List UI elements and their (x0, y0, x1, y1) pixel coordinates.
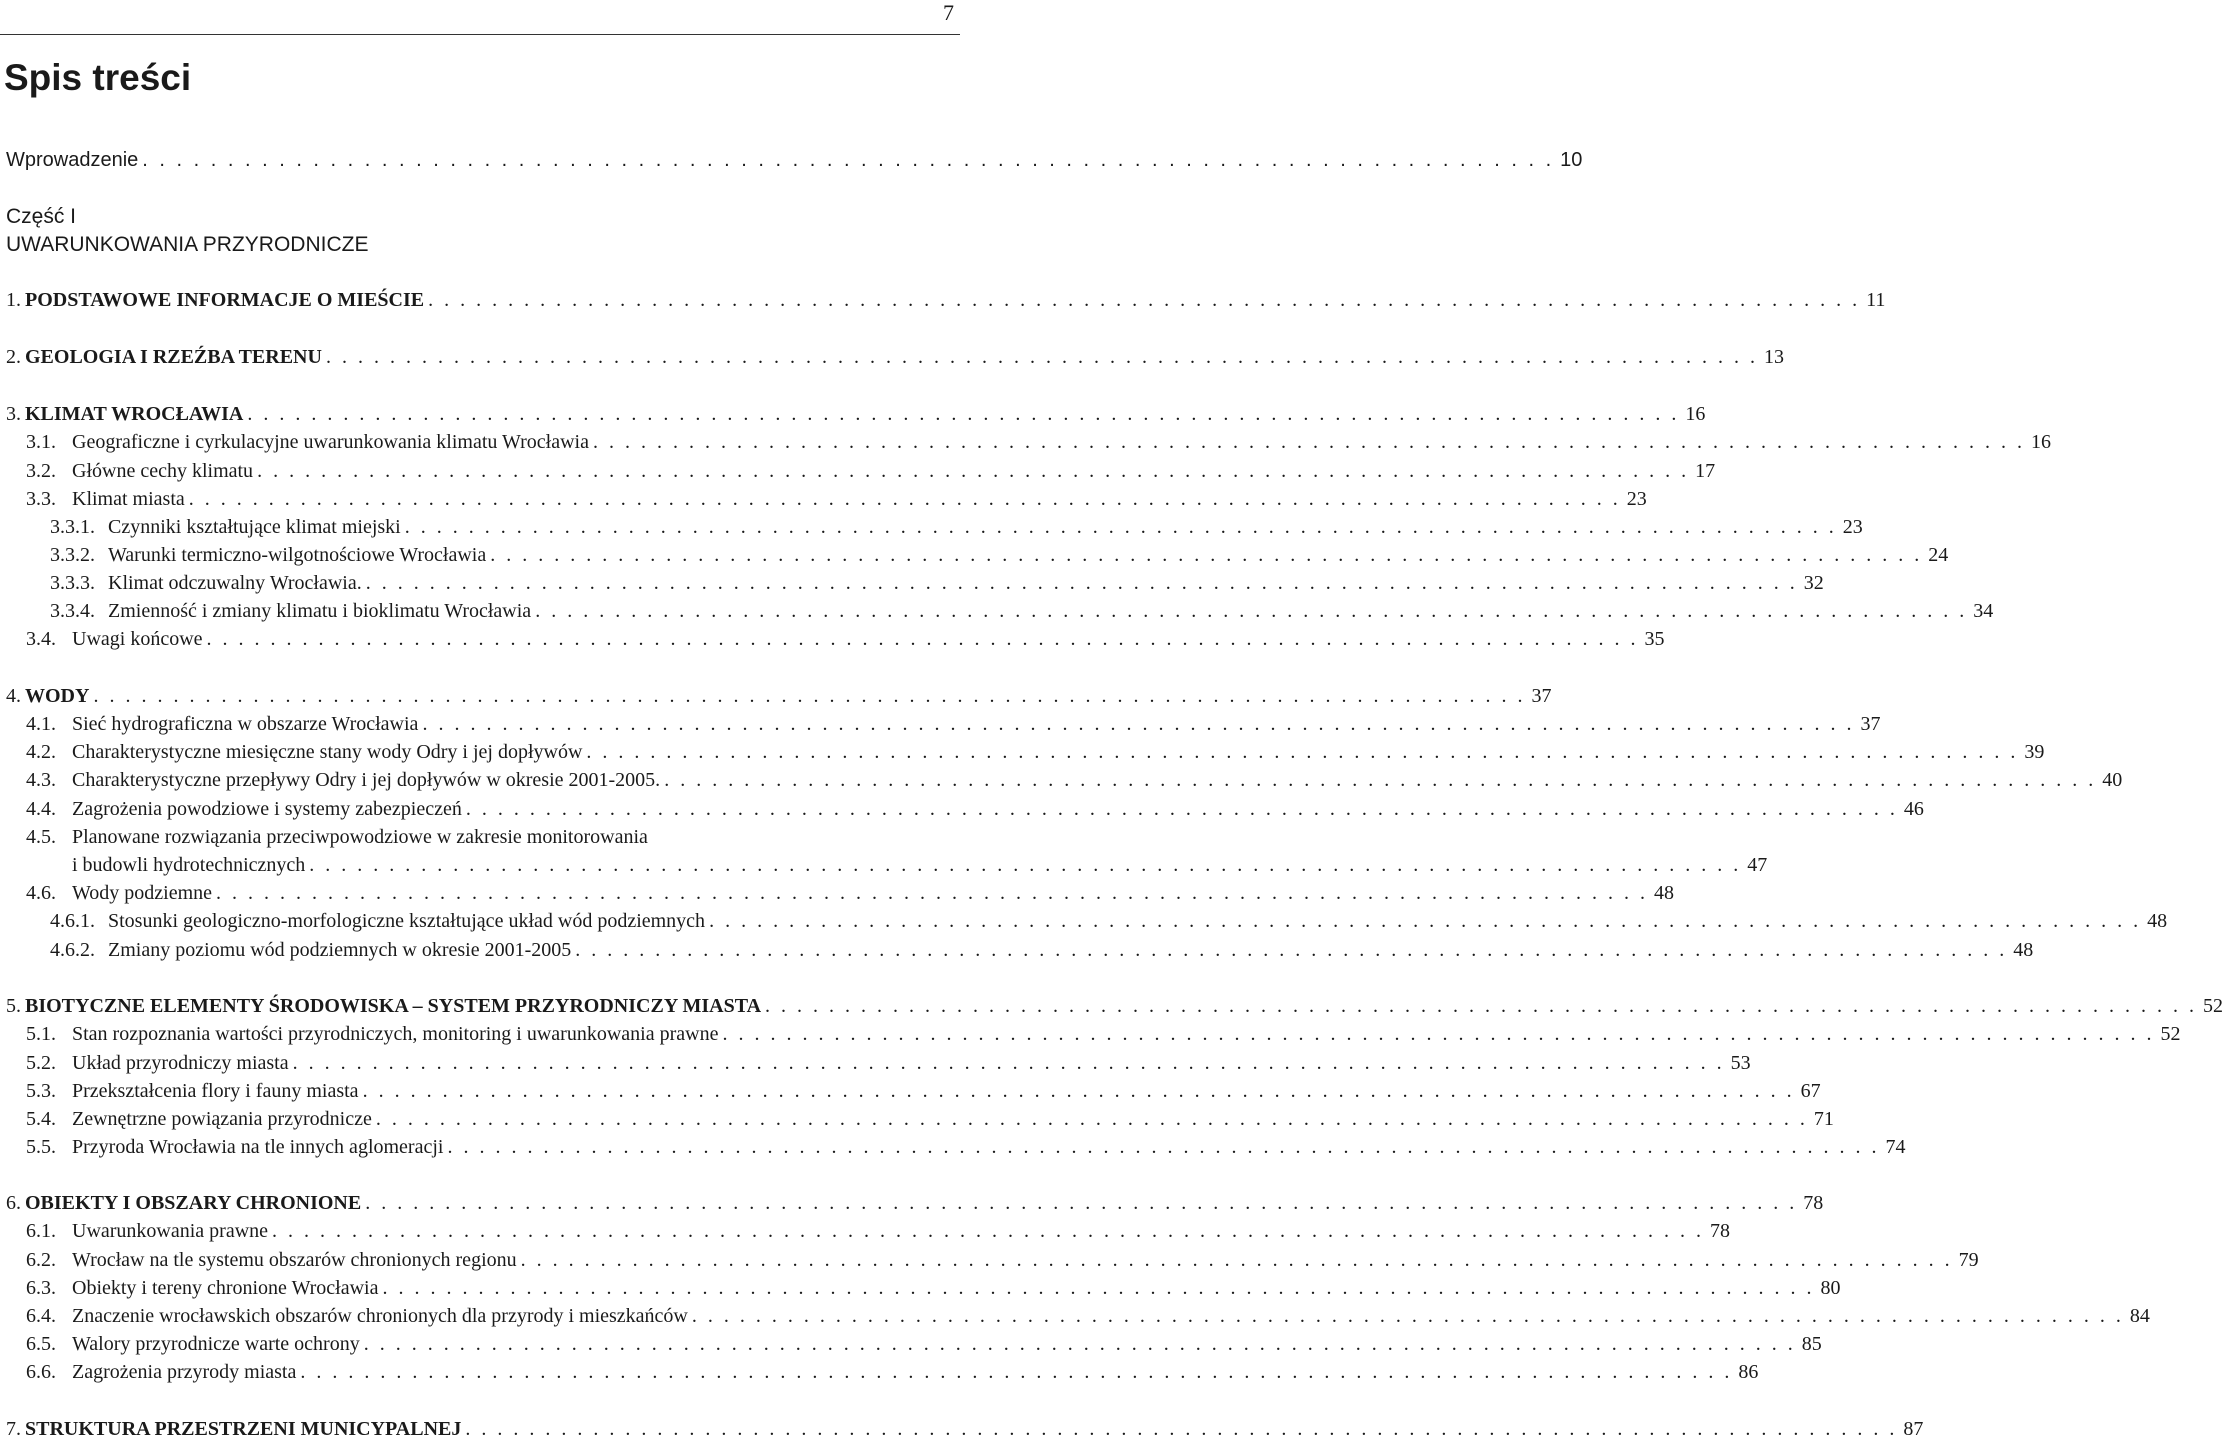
toc-entry-page: 48 (2013, 939, 2034, 961)
toc-entry-text: Wody podziemne (72, 882, 213, 904)
toc-entry-page: 34 (1973, 600, 1994, 622)
toc-entry[interactable] (26, 1106, 1834, 1132)
toc-entry-page: 24 (1928, 544, 1949, 566)
toc-entry-page: 67 (1800, 1080, 1821, 1102)
part-name: UWARUNKOWANIA PRZYRODNICZE (6, 233, 369, 256)
toc-entry[interactable] (26, 1275, 1841, 1301)
toc-entry-number: 6. (6, 1192, 21, 1214)
toc-entry-text: Zewnętrzne powiązania przyrodnicze (72, 1108, 372, 1130)
toc-entry[interactable] (26, 1359, 1759, 1385)
dot-leader: . . . . . . . . . . . . . . . . . . . . . . . . . . . . . . . . . . . . . . . . . . . . . . . . . . . . . . . . . . . . . . . . . . . . . . . . . . . . . . . . . . . . . . . . . . (765, 995, 2198, 1017)
dot-leader: . . . . . . . . . . . . . . . . . . . . . . . . . . . . . . . . . . . . . . . . . . . . . . . . . . . . . . . . . . . . . . . . . . . . . . . . . . . . . . . . . . . . . . . . . . (586, 741, 2019, 763)
toc-entry-number: 4.4. (26, 798, 56, 820)
toc-entry-page: 23 (1626, 488, 1647, 510)
toc-entry-number: 4.6.1. (50, 910, 95, 932)
toc-entry-text: i budowli hydrotechnicznych (72, 854, 306, 876)
toc-entry[interactable] (6, 1416, 1924, 1442)
dot-leader: . . . . . . . . . . . . . . . . . . . . . . . . . . . . . . . . . . . . . . . . . . . . . . . . . . . . . . . . . . . . . . . . . . . . . . . . . . . . . . . . . . . . . . . . . . (93, 685, 1526, 707)
toc-entry-number: 5.5. (26, 1136, 56, 1158)
toc-entry-text: Stosunki geologiczno-morfologiczne kształtujące układ wód podziemnych (108, 910, 706, 932)
toc-entry-number: 5.4. (26, 1108, 56, 1130)
toc-entry-text: Czynniki kształtujące klimat miejski (108, 516, 401, 538)
toc-entry-text: Wrocław na tle systemu obszarów chronionych regionu (72, 1249, 517, 1271)
toc-entry-text: KLIMAT WROCŁAWIA (25, 403, 244, 425)
toc-entry[interactable] (50, 514, 1863, 540)
toc-entry-page: 16 (2030, 431, 2051, 453)
toc-entry[interactable] (6, 993, 2223, 1019)
toc-entry-number: 6.4. (26, 1305, 56, 1327)
toc-entry-text: Zmiany poziomu wód podziemnych w okresie 2001-2005 (108, 939, 572, 961)
toc-entry[interactable] (72, 852, 1768, 878)
toc-entry-number: 4.5. (26, 826, 56, 848)
toc-entry-page: 48 (1654, 882, 1675, 904)
toc-entry[interactable] (26, 739, 2045, 765)
toc-entry-page: 86 (1738, 1361, 1759, 1383)
toc-entry-number: 3.3.3. (50, 572, 95, 594)
dot-leader: . . . . . . . . . . . . . . . . . . . . . . . . . . . . . . . . . . . . . . . . . . . . . . . . . . . . . . . . . . . . . . . . . . . . . . . . . . . . . . . . . . . . . . . . . . (520, 1249, 1953, 1271)
dot-leader: . . . . . . . . . . . . . . . . . . . . . . . . . . . . . . . . . . . . . . . . . . . . . . . . . . . . . . . . . . . . . . . . . . . . . . . . . . . . . . . . . . . . . . . . . . (375, 1108, 1808, 1130)
toc-entry[interactable] (6, 344, 1784, 370)
dot-leader: . . . . . . . . . . . . . . . . . . . . . . . . . . . . . . . . . . . . . . . . . . . . . . . . . . . . . . . . . . . . . . . . . . . . . . . . . . . . . . . . . . . . . . . . . . (206, 628, 1639, 650)
toc-entry-page: 13 (1763, 346, 1784, 368)
toc-entry-page: 17 (1695, 460, 1716, 482)
toc-entry[interactable] (26, 824, 648, 850)
dot-leader: . . . . . . . . . . . . . . . . . . . . . . . . . . . . . . . . . . . . . . . . . . . . . . . . . . . . . . . . . . . . . . . . . . . . . . . . . . . . . . . . . . . . . . . . . . (691, 1305, 2124, 1327)
toc-entry-page: 37 (1860, 713, 1881, 735)
toc-entry[interactable] (26, 1303, 2150, 1329)
toc-entry-text: Klimat miasta (72, 488, 185, 510)
dot-leader: . . . . . . . . . . . . . . . . . . . . . . . . . . . . . . . . . . . . . . . . . . . . . . . . . . . . . . . . . . . . . . . . . . . . . . . . . . . . . . . . . . . . . . . . . . (325, 346, 1758, 368)
toc-entry-text: Planowane rozwiązania przeciwpowodziowe w zakresie monitorowania (72, 826, 648, 848)
toc-entry-page: 80 (1820, 1277, 1841, 1299)
toc-entry-text: Warunki termiczno-wilgotnościowe Wrocławia (108, 544, 487, 566)
toc-entry-page: 71 (1813, 1108, 1834, 1130)
toc-entry[interactable] (50, 908, 2168, 934)
toc-entry-number: 3.3. (26, 488, 56, 510)
toc-entry-page: 37 (1531, 685, 1552, 707)
toc-entry-page: 52 (2203, 995, 2223, 1017)
toc-entry-text: Zagrożenia przyrody miasta (72, 1361, 297, 1383)
toc-entry-number: 7. (6, 1418, 21, 1440)
toc-entry-page: 35 (1644, 628, 1665, 650)
toc-entry-text: Przekształcenia flory i fauny miasta (72, 1080, 359, 1102)
toc-entry-text: Charakterystyczne przepływy Odry i jej dopływów w okresie 2001-2005. (72, 769, 661, 791)
toc-entry-number: 3.3.4. (50, 600, 95, 622)
toc-entry-number: 5.2. (26, 1052, 56, 1074)
part-label: Część I (6, 205, 77, 228)
toc-entry-page: 84 (2129, 1305, 2150, 1327)
toc-entry-page: 16 (1685, 403, 1706, 425)
toc-entry[interactable] (26, 1050, 1751, 1076)
toc-entry[interactable] (26, 626, 1665, 652)
toc-entry-page: 10 (1560, 149, 1583, 171)
toc-entry-number: 5.3. (26, 1080, 56, 1102)
dot-leader: . . . . . . . . . . . . . . . . . . . . . . . . . . . . . . . . . . . . . . . . . . . . . . . . . . . . . . . . . . . . . . . . . . . . . . . . . . . . . . . . . . . . . . . . . . (365, 1192, 1798, 1214)
toc-entry-page: 85 (1801, 1333, 1822, 1355)
dot-leader: . . . . . . . . . . . . . . . . . . . . . . . . . . . . . . . . . . . . . . . . . . . . . . . . . . . . . . . . . . . . . . . . . . . . . . . . . . . . . . . . . . . . . . . . . . (362, 1080, 1795, 1102)
toc-entry-text: WODY (25, 685, 90, 707)
toc-entry-page: 39 (2024, 741, 2045, 763)
dot-leader: . . . . . . . . . . . . . . . . . . . . . . . . . . . . . . . . . . . . . . . . . . . . . . . . . . . . . . . . . . . . . . . . . . . . . . . . . . . . . . . . . . . . . . . . . . (722, 1023, 2155, 1045)
dot-leader: . . . . . . . . . . . . . . . . . . . . . . . . . . . . . . . . . . . . . . . . . . . . . . . . . . . . . . . . . . . . . . . . . . . . . . . . . . . . . . . . . . . . . . . . . . (382, 1277, 1815, 1299)
toc-entry[interactable] (26, 1078, 1821, 1104)
dot-leader: . . . . . . . . . . . . . . . . . . . . . . . . . . . . . . . . . . . . . . . . . . . . . . . . . . . . . . . . . . . . . . . . . . . . . . . . . . . . . . . . . . . . . . . . . . (272, 1220, 1705, 1242)
toc-entry-page: 46 (1903, 798, 1924, 820)
toc-entry-number: 3.1. (26, 431, 56, 453)
toc-entry-page: 40 (2102, 769, 2123, 791)
toc-entry[interactable] (50, 937, 2034, 963)
toc-entry[interactable] (6, 401, 1706, 427)
dot-leader: . . . . . . . . . . . . . . . . . . . . . . . . . . . . . . . . . . . . . . . . . . . . . . . . . . . . . . . . . . . . . . . . . . . . . . . . . . . . . . . . . . . . . . . . . . (422, 713, 1855, 735)
toc-entry-number: 6.6. (26, 1361, 56, 1383)
toc-entry-number: 4.1. (26, 713, 56, 735)
toc-entry-number: 4.6.2. (50, 939, 95, 961)
toc-entry[interactable] (6, 287, 1886, 313)
toc-entry-text: GEOLOGIA I RZEŹBA TERENU (25, 346, 322, 368)
toc-entry-page: 11 (1866, 289, 1886, 311)
toc-entry-text: Charakterystyczne miesięczne stany wody Odry i jej dopływów (72, 741, 583, 763)
toc-entry-text: Sieć hydrograficzna w obszarze Wrocławia (72, 713, 419, 735)
dot-leader: . . . . . . . . . . . . . . . . . . . . . . . . . . . . . . . . . . . . . . . . . . . . . . . . . . . . . . . . . . . . . . . . . . . . . . . . . . . . . . . . . . . . . . . . . . (465, 798, 1898, 820)
dot-leader: . . . . . . . . . . . . . . . . . . . . . . . . . . . . . . . . . . . . . . . . . . . . . . . . . . . . . . . . . . . . . . . . . . . . . . . . . . . . . . . . . . . . . . . . . . (365, 572, 1798, 594)
toc-entry-text: Przyroda Wrocławia na tle innych aglomeracji (72, 1136, 444, 1158)
toc-entry-number: 2. (6, 346, 21, 368)
toc-entry-number: 3.2. (26, 460, 56, 482)
toc-entry-page: 53 (1730, 1052, 1751, 1074)
dot-leader: . . . . . . . . . . . . . . . . . . . . . . . . . . . . . . . . . . . . . . . . . . . . . . . . . . . . . . . . . . . . . . . . . . . . . . . . . . . . . . . . . . . . . . . . . . (247, 403, 1680, 425)
toc-entry-number: 6.2. (26, 1249, 56, 1271)
toc-entry-number: 3.3.2. (50, 544, 95, 566)
toc-entry[interactable] (50, 542, 1949, 568)
toc-entry-page: 74 (1885, 1136, 1906, 1158)
dot-leader: . . . . . . . . . . . . . . . . . . . . . . . . . . . . . . . . . . . . . . . . . . . . . . . . . . . . . . . . . . . . . . . . . . . . . . . . . . . . . . . . . . . . . . . . . . (309, 854, 1742, 876)
toc-entry-number: 3.3.1. (50, 516, 95, 538)
toc-entry[interactable] (26, 1021, 2181, 1047)
dot-leader: . . . . . . . . . . . . . . . . . . . . . . . . . . . . . . . . . . . . . . . . . . . . . . . . . . . . . . . . . . . . . . . . . . . . . . . . . . . . . . . . . . . . . . . . . . (188, 488, 1621, 510)
toc-entry-text: Wprowadzenie (6, 149, 139, 171)
toc-entry-number: 3. (6, 403, 21, 425)
toc-entry[interactable] (50, 570, 1824, 596)
toc-entry-number: 4.6. (26, 882, 56, 904)
toc-entry-number: 1. (6, 289, 21, 311)
toc-entry[interactable] (50, 598, 1994, 624)
toc-entry-page: 87 (1903, 1418, 1924, 1440)
toc-entry-number: 4.3. (26, 769, 56, 791)
dot-leader: . . . . . . . . . . . . . . . . . . . . . . . . . . . . . . . . . . . . . . . . . . . . . . . . . . . . . . . . . . . . . . . . . . . . . . . . . . . . . . . . . . . . . . . . . . (592, 431, 2025, 453)
toc-entry-page: 78 (1710, 1220, 1731, 1242)
dot-leader: . . . . . . . . . . . . . . . . . . . . . . . . . . . . . . . . . . . . . . . . . . . . . . . . . . . . . . . . . . . . . . . . . . . . . . . . . . . . . . . . . . . . . . . . . . (490, 544, 1923, 566)
toc-entry-number: 4.2. (26, 741, 56, 763)
toc-entry[interactable] (6, 683, 1552, 709)
toc-entry-text: BIOTYCZNE ELEMENTY ŚRODOWISKA – SYSTEM PRZYRODNICZY MIASTA (25, 995, 762, 1017)
toc-entry-intro[interactable] (6, 147, 1583, 173)
dot-leader: . . . . . . . . . . . . . . . . . . . . . . . . . . . . . . . . . . . . . . . . . . . . . . . . . . . . . . . . . . . . . . . . . . . . . . . . . . . . . . . . . . . . . . . . . . (292, 1052, 1725, 1074)
toc-entry-text: Uwagi końcowe (72, 628, 203, 650)
toc-entry[interactable] (26, 796, 1924, 822)
dot-leader: . . . . . . . . . . . . . . . . . . . . . . . . . . . . . . . . . . . . . . . . . . . . . . . . . . . . . . . . . . . . . . . . . . . . . . . . . . . . . . . . . . . . . . . . . . (428, 289, 1861, 311)
toc-entry-text: Zagrożenia powodziowe i systemy zabezpieczeń (72, 798, 462, 820)
toc-entry-text: Walory przyrodnicze warte ochrony (72, 1333, 360, 1355)
toc-entry-page: 23 (1842, 516, 1863, 538)
toc-entry[interactable] (26, 1247, 1979, 1273)
toc-entry-text: Klimat odczuwalny Wrocławia. (108, 572, 362, 594)
dot-leader: . . . . . . . . . . . . . . . . . . . . . . . . . . . . . . . . . . . . . . . . . . . . . . . . . . . . . . . . . . . . . . . . . . . . . . . . . . . . . . . . . . . . . . . . . . (216, 882, 1649, 904)
toc-entry-page: 47 (1747, 854, 1768, 876)
toc-entry-text: Stan rozpoznania wartości przyrodniczych, monitoring i uwarunkowania prawne (72, 1023, 719, 1045)
dot-leader: . . . . . . . . . . . . . . . . . . . . . . . . . . . . . . . . . . . . . . . . . . . . . . . . . . . . . . . . . . . . . . . . . . . . . . . . . . . . . . . . . . . . . . . . . . (664, 769, 2097, 791)
dot-leader: . . . . . . . . . . . . . . . . . . . . . . . . . . . . . . . . . . . . . . . . . . . . . . . . . . . . . . . . . . . . . . . . . . . . . . . . . . . . . . . . . . . . . . . . . . (300, 1361, 1733, 1383)
dot-leader: . . . . . . . . . . . . . . . . . . . . . . . . . . . . . . . . . . . . . . . . . . . . . . . . . . . . . . . . . . . . . . . . . . . . . . . . . . . . . . . . . . . . . . . . . . (575, 939, 2008, 961)
page-number: 7 (943, 0, 954, 25)
toc-entry-number: 4. (6, 685, 21, 707)
toc-entry[interactable] (26, 1331, 1822, 1357)
dot-leader: . . . . . . . . . . . . . . . . . . . . . . . . . . . . . . . . . . . . . . . . . . . . . . . . . . . . . . . . . . . . . . . . . . . . . . . . . . . . . . . . . . . . . . . . . . (535, 600, 1968, 622)
toc-entry[interactable] (26, 1134, 1906, 1160)
toc-entry[interactable] (26, 1218, 1731, 1244)
page-title: Spis treści (4, 57, 192, 98)
toc-entry-text: OBIEKTY I OBSZARY CHRONIONE (25, 1192, 362, 1214)
toc-entry[interactable] (26, 880, 1675, 906)
toc-entry-text: Znaczenie wrocławskich obszarów chronionych dla przyrody i mieszkańców (72, 1305, 688, 1327)
toc-entry-number: 3.4. (26, 628, 56, 650)
dot-leader: . . . . . . . . . . . . . . . . . . . . . . . . . . . . . . . . . . . . . . . . . . . . . . . . . . . . . . . . . . . . . . . . . . . . . . . . . . . . . . . . . . . . . . . . . . (404, 516, 1837, 538)
toc-entry-number: 6.3. (26, 1277, 56, 1299)
toc-entry-text: PODSTAWOWE INFORMACJE O MIEŚCIE (25, 289, 425, 311)
toc-entry-page: 48 (2147, 910, 2168, 932)
dot-leader: . . . . . . . . . . . . . . . . . . . . . . . . . . . . . . . . . . . . . . . . . . . . . . . . . . . . . . . . . . . . . . . . . . . . . . . . . . . . . . . . . . . . . . . . . . (257, 460, 1690, 482)
toc-entry[interactable] (26, 458, 1716, 484)
dot-leader: . . . . . . . . . . . . . . . . . . . . . . . . . . . . . . . . . . . . . . . . . . . . . . . . . . . . . . . . . . . . . . . . . . . . . . . . . . . . . . . . . . . (142, 149, 1555, 171)
toc-entry[interactable] (26, 429, 2051, 455)
toc-entry-page: 78 (1803, 1192, 1824, 1214)
toc-entry-number: 6.5. (26, 1333, 56, 1355)
dot-leader: . . . . . . . . . . . . . . . . . . . . . . . . . . . . . . . . . . . . . . . . . . . . . . . . . . . . . . . . . . . . . . . . . . . . . . . . . . . . . . . . . . . . . . . . . . (363, 1333, 1796, 1355)
dot-leader: . . . . . . . . . . . . . . . . . . . . . . . . . . . . . . . . . . . . . . . . . . . . . . . . . . . . . . . . . . . . . . . . . . . . . . . . . . . . . . . . . . . . . . . . . . (465, 1418, 1898, 1440)
toc-entry-text: Zmienność i zmiany klimatu i bioklimatu Wrocławia (108, 600, 532, 622)
toc-entry-text: Obiekty i tereny chronione Wrocławia (72, 1277, 379, 1299)
header-rule (0, 34, 960, 35)
toc-entry-text: Uwarunkowania prawne (72, 1220, 269, 1242)
toc-entry-number: 5. (6, 995, 21, 1017)
toc-entry-text: Układ przyrodniczy miasta (72, 1052, 289, 1074)
toc-entry[interactable] (26, 486, 1647, 512)
toc-entry-text: STRUKTURA PRZESTRZENI MUNICYPALNEJ (25, 1418, 462, 1440)
dot-leader: . . . . . . . . . . . . . . . . . . . . . . . . . . . . . . . . . . . . . . . . . . . . . . . . . . . . . . . . . . . . . . . . . . . . . . . . . . . . . . . . . . . . . . . . . . (447, 1136, 1880, 1158)
toc-entry[interactable] (6, 1190, 1824, 1216)
toc-entry-number: 5.1. (26, 1023, 56, 1045)
dot-leader: . . . . . . . . . . . . . . . . . . . . . . . . . . . . . . . . . . . . . . . . . . . . . . . . . . . . . . . . . . . . . . . . . . . . . . . . . . . . . . . . . . . . . . . . . . (709, 910, 2142, 932)
toc-entry-page: 32 (1803, 572, 1824, 594)
toc-entry[interactable] (26, 767, 2123, 793)
toc-entry-page: 79 (1958, 1249, 1979, 1271)
toc-entry-number: 6.1. (26, 1220, 56, 1242)
toc-entry-text: Główne cechy klimatu (72, 460, 254, 482)
toc-entry[interactable] (26, 711, 1881, 737)
toc-entry-page: 52 (2160, 1023, 2181, 1045)
toc-entry-text: Geograficzne i cyrkulacyjne uwarunkowania klimatu Wrocławia (72, 431, 589, 453)
